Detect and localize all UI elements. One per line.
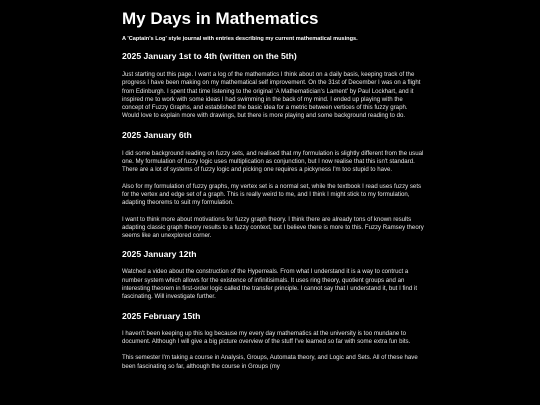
entry-paragraph: I want to think more about motivations for fuzzy graph theory. I think there are already tons of known results adapting classic graph theory results to a fuzzy context, but I believe there is more to this. Fuzzy Ramsey theory seems like an unexplored corner. [122,215,424,240]
entry-paragraph: Watched a video about the construction of the Hyperreals. From what I understand it is a way to contruct a number system which allows for the existence of infinitisimals. It uses ring theory, quotient groups and an interesting theorem in first-order logic called the transfer principle. I cannot say that I understand it, but I find it fascinating. Will investigate further. [122,268,418,301]
journal-entry [122,311,424,371]
journal-entry [122,51,424,121]
entry-heading: 2025 January 6th [122,129,192,140]
entry-heading: 2025 January 12th [122,249,197,260]
entry-paragraph: This semester I'm taking a course in Analysis, Groups, Automata theory, and Logic and Sets. All of these have been fascinating so far, although the course in Groups (my [122,354,418,370]
page-subtitle: A 'Captain's Log' style journal with entries describing my current mathematical musings. [122,36,358,42]
journal-entry [122,249,424,301]
entry-heading: 2025 February 15th [122,310,201,321]
page-title: My Days in Mathematics [122,9,319,28]
entry-paragraph: I did some background reading on fuzzy sets, and realised that my formulation is slightly different from the usual one. My formulation of fuzzy logic uses multiplication as conjunction, but I now realise that this isn't standard. There are a lot of systems of fuzzy logic and picking one requires a pickyness I'm too stupid to have. [122,149,424,174]
journal-page [122,0,424,371]
journal-entry [122,130,424,241]
entry-paragraph: I haven't been keeping up this log because my every day mathematics at the university is too mundane to document. Although I will give a big picture overview of the stuff I've learned so far with some extra fun bits. [122,329,411,345]
entry-heading: 2025 January 1st to 4th (written on the 5th) [122,51,297,61]
entry-paragraph: Also for my formulation of fuzzy graphs, my vertex set is a normal set, while the textbook I read uses fuzzy sets for the vertex and edge set of a graph. This is really weird to me, and I think I might stick to my formulation, adapting theorems to suit my formulation. [122,182,422,207]
entry-paragraph: Just starting out this page. I want a log of the mathematics I think about on a daily basis, keeping track of the progress I have been making on my mathematical self improvement. On the 31st of December I was on a flight from Edinburgh. I spent that time listening to the original 'A Mathematician's Lament' by Paul Lockhart, and it inspired me to work with some ideas I had swimming in the back of my mind. I ended up playing with the concept of Fuzzy Graphs, and established the basic idea for a metric between vertices of this fuzzy graph. Would love to explain more with drawings, but there is more playing and some background reading to do. [122,71,421,120]
